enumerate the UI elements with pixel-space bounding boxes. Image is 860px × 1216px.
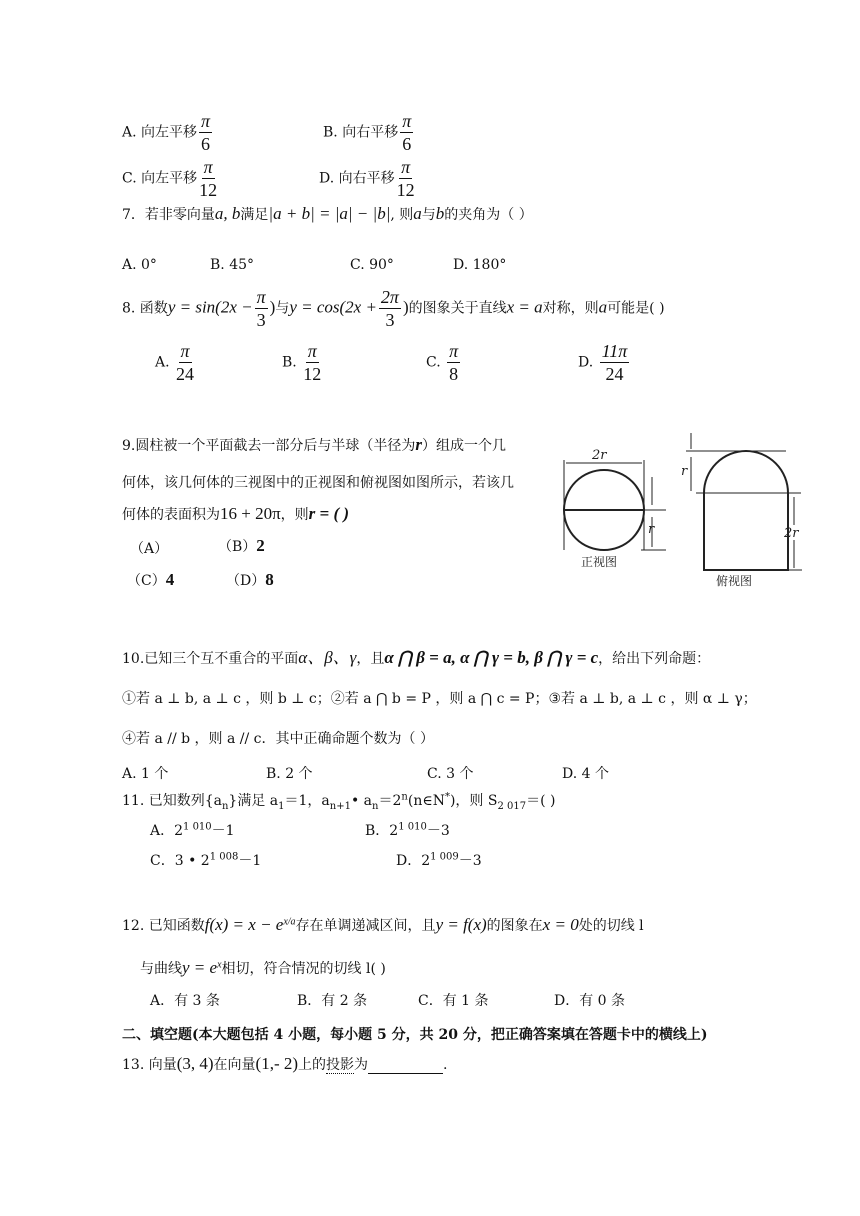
q10-option-c: C. 3 个 [427, 766, 474, 782]
fig-label-2r-top: 2r [784, 526, 799, 541]
q10-option-b: B. 2 个 [266, 766, 313, 782]
top-view-shape [704, 451, 788, 570]
q10-option-d: D. 4 个 [562, 766, 609, 782]
section-heading-fill-in: 二、填空题(本大题包括 4 小题，每小题 5 分，共 20 分，把正确答案填在答题卡中的横线上) [122, 1027, 708, 1043]
q7-option-d: D. 180° [453, 257, 507, 273]
q12-option-d: D．有 0 条 [554, 993, 626, 1009]
q8-option-d: D. $\frac{11\pi}{24}$ [578, 341, 628, 384]
q7-stem: 7．若非零向量a, b满足|a + b| = |a| − |b|, 则a与b的夹角为（ ） [122, 204, 533, 223]
q7-option-b: B. 45° [210, 257, 255, 273]
q11-option-c: C．3 • $2^{1 008}-1$ [150, 851, 262, 869]
fig-label-r-top: r [681, 464, 688, 479]
q6-option-d: D. 向右平移 $\frac{\pi}{12}$ [319, 157, 415, 200]
fig-caption-front-view: 正视图 [581, 555, 618, 569]
q9-line-1: 9.圆柱被一个平面截去一部分后与半球（半径为r）组成一个几 [122, 435, 506, 454]
q9-option-a: （A） [130, 541, 169, 557]
q11-stem: 11. 已知数列$\{a_n\}$满足 $a_1=1$，$a_{n+1}•$ $a_n=2^n(n\in N^*)$，则 $S_{2 017}=$( ) [122, 791, 556, 812]
q9-option-c: （C）4 [127, 570, 175, 589]
q11-option-d: D．$2^{1 009}-3$ [396, 851, 482, 869]
fig-label-2r-front: 2r [592, 448, 607, 463]
q8-option-a: A. $\frac{\pi}{24}$ [155, 341, 195, 384]
q11-option-b: B．$2^{1 010}-3$ [365, 821, 450, 839]
q10-line-1: 10.已知三个互不重合的平面α、β、γ，且α ⋂ β = a, α ⋂ γ = b, β ⋂ γ = c，给出下列命题： [122, 648, 711, 667]
fig-label-r-front: r [648, 522, 655, 537]
q8-option-c: C. $\frac{\pi}{8}$ [426, 341, 459, 384]
q7-option-a: A. 0° [122, 257, 157, 273]
q13-stem: 13. 向量(3, 4)在向量(1,- 2)上的投影为 . [122, 1054, 448, 1073]
q8-option-b: B. $\frac{\pi}{12}$ [282, 341, 322, 384]
q9-three-view-figure [556, 425, 806, 590]
q12-option-b: B．有 2 条 [297, 993, 368, 1009]
q9-option-d: （D）8 [226, 570, 274, 589]
q10-line-2: ①若 a ⊥ b, a ⊥ c ，则 b ⊥ c；②若 a ⋂ b = P ，则 a ⋂ c = P；③若 a ⊥ b, a ⊥ c ，则 α ⊥ γ； [122, 691, 757, 707]
q11-option-a: A．$2^{1 010}-1$ [150, 821, 235, 839]
q6-option-b: B. 向右平移 $\frac{\pi}{6}$ [323, 111, 412, 154]
q12-line-1: 12. 已知函数$f(x) = x - e^{x/a}$存在单调递减区间，且y = f(x)的图象在x = 0处的切线 l [122, 915, 644, 934]
q9-line-2: 何体，该几何体的三视图中的正视图和俯视图如图所示，若该几 [122, 475, 514, 491]
q10-line-3: ④若 a // b ，则 a // c．其中正确命题个数为（ ） [122, 731, 434, 747]
answer-blank[interactable] [368, 1059, 443, 1074]
q8-stem: 8. 函数y = sin(2x − $\frac{\pi}{3}$ )与y = cos(2x + $\frac{2\pi}{3}$ )的图象关于直线x = a对称，则a可能是( ) [122, 287, 665, 330]
q10-option-a: A. 1 个 [122, 766, 169, 782]
q6-option-c: C. 向左平移 $\frac{\pi}{12}$ [122, 157, 218, 200]
fig-caption-top-view: 俯视图 [716, 574, 753, 588]
q12-option-c: C．有 1 条 [418, 993, 489, 1009]
q12-line-2: 与曲线$y = e^x$相切，符合情况的切线 l( ) [140, 958, 386, 977]
q12-option-a: A．有 3 条 [150, 993, 220, 1009]
q9-option-b: （B）2 [218, 536, 265, 555]
q6-option-a: A. 向左平移 $\frac{\pi}{6}$ [122, 111, 211, 154]
q9-line-3: 何体的表面积为16 + 20π，则r = ( ) [122, 504, 350, 523]
q7-option-c: C. 90° [350, 257, 394, 273]
